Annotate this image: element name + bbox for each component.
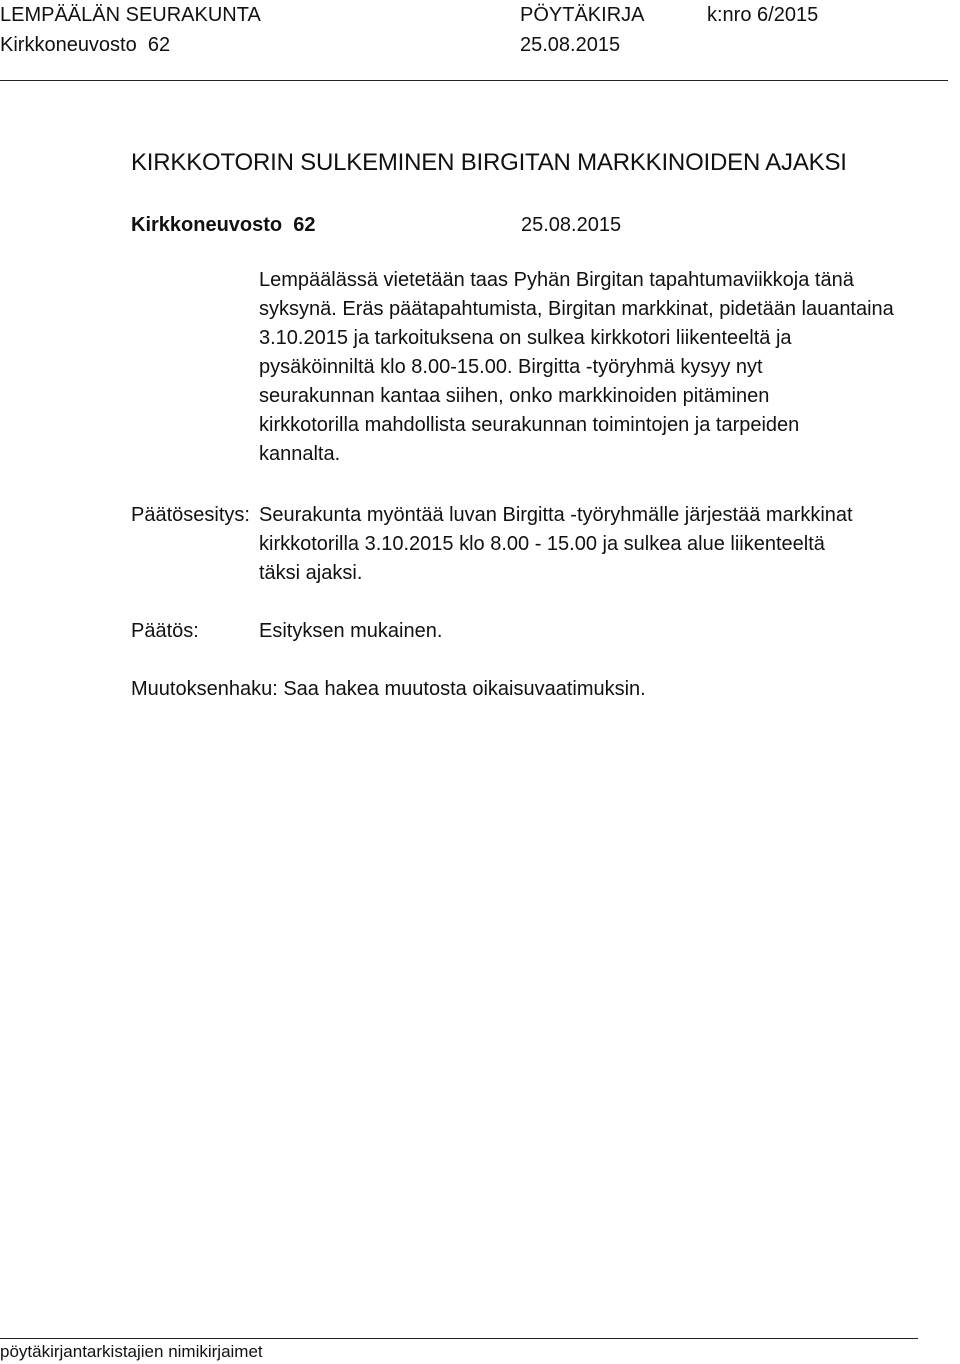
header-divider — [0, 80, 948, 81]
document-number: k:nro 6/2015 — [707, 4, 819, 26]
description-line: pysäköinniltä klo 8.00-15.00. Birgitta -työryhmä kysyy nyt — [259, 356, 763, 378]
footer-divider — [0, 1338, 918, 1339]
document-type: PÖYTÄKIRJA — [520, 4, 645, 26]
header-date: 25.08.2015 — [520, 34, 621, 56]
meeting-body-section: Kirkkoneuvosto 62 — [131, 214, 316, 236]
description-line: syksynä. Eräs päätapahtumista, Birgitan markkinat, pidetään lauantaina — [259, 298, 894, 320]
decision-label: Päätös: — [131, 620, 199, 642]
meeting-date: 25.08.2015 — [521, 214, 622, 236]
proposal-line: Seurakunta myöntää luvan Birgitta -työryhmälle järjestää markkinat — [259, 504, 853, 526]
proposal-line: täksi ajaksi. — [259, 562, 363, 584]
proposal-label: Päätösesitys: — [131, 504, 250, 526]
page-title: KIRKKOTORIN SULKEMINEN BIRGITAN MARKKINOIDEN AJAKSI — [131, 149, 847, 176]
proposal-line: kirkkotorilla 3.10.2015 klo 8.00 - 15.00 ja sulkea alue liikenteeltä — [259, 533, 825, 555]
header-body-section: Kirkkoneuvosto 62 — [0, 34, 171, 56]
footer-initials-label: pöytäkirjantarkistajien nimikirjaimet — [0, 1342, 263, 1361]
description-line: kirkkotorilla mahdollista seurakunnan toimintojen ja tarpeiden — [259, 414, 800, 436]
decision-text: Esityksen mukainen. — [259, 620, 443, 642]
description-line: seurakunnan kantaa siihen, onko markkinoiden pitäminen — [259, 385, 770, 407]
description-line: 3.10.2015 ja tarkoituksena on sulkea kirkkotori liikenteeltä ja — [259, 327, 792, 349]
organization-name: LEMPÄÄLÄN SEURAKUNTA — [0, 4, 261, 26]
description-line: kannalta. — [259, 443, 341, 465]
proposal-text — [259, 501, 959, 588]
appeal-instructions: Muutoksenhaku: Saa hakea muutosta oikaisuvaatimuksin. — [131, 678, 646, 700]
description-paragraph — [259, 266, 959, 469]
description-line: Lempäälässä vietetään taas Pyhän Birgitan tapahtumaviikkoja tänä — [259, 269, 854, 291]
